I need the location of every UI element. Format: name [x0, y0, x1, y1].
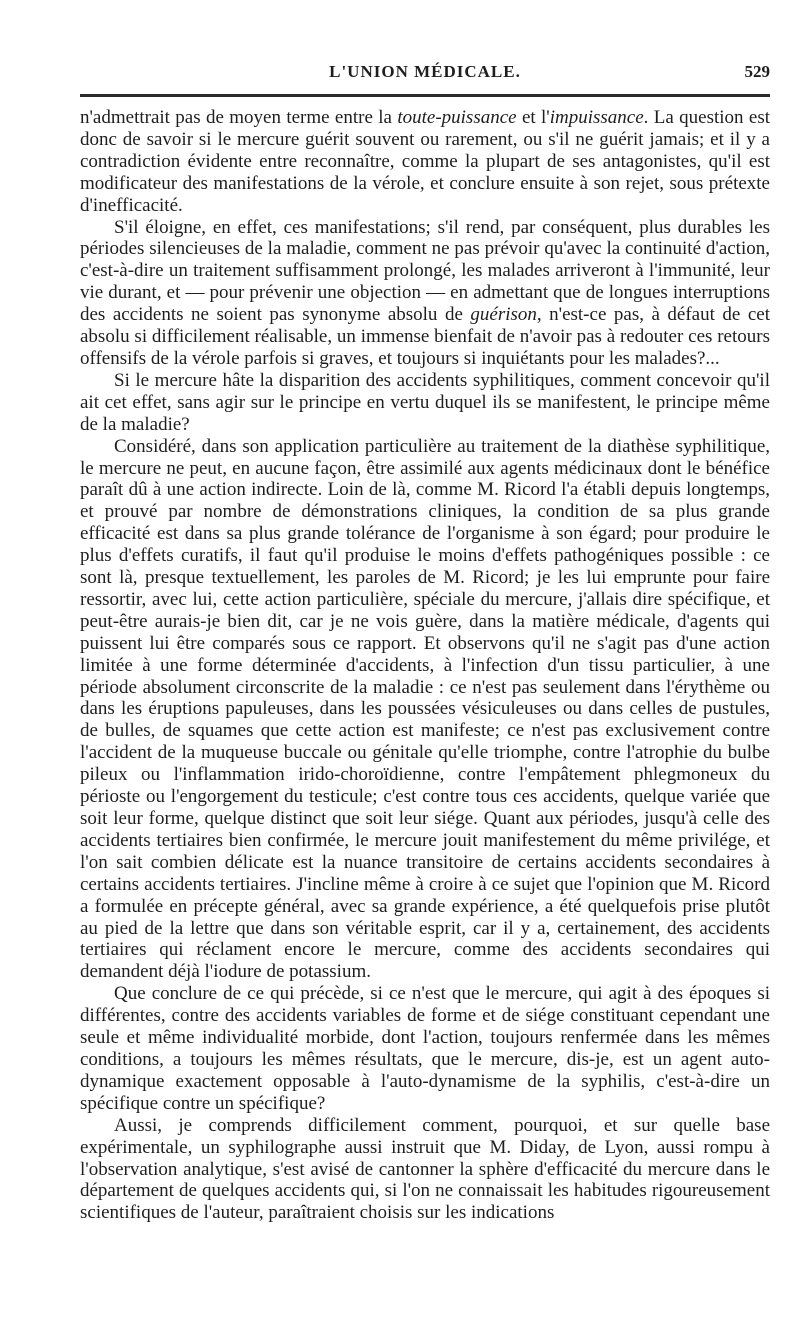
text-run: , n'est-ce pas, à défaut de cet absolu si difficilement réalisable, un immense bienfait de n'avoir pas à redouter ces retours offensifs de la vérole parfois si graves, et toujours si inquiétants pour les malades?...	[80, 304, 770, 369]
text-run: . La question est donc de savoir si le mercure guérit souvent ou rarement, ou s'il ne guérit jamais; et il y a contradiction évidente entre reconnaître, comme la plupart de ses antagonistes, qu'il est modificateur des manifestations de la vérole, et conclure ensuite à son rejet, sous prétexte d'inefficacité.	[80, 107, 770, 216]
text-run: n'admettrait pas de moyen terme entre la	[80, 107, 398, 128]
paragraph	[80, 983, 770, 1114]
italic-text: toute-puissance	[397, 107, 517, 128]
paragraph	[80, 370, 770, 436]
italic-text: impuissance	[549, 107, 644, 128]
running-head	[80, 56, 770, 97]
paragraph	[80, 436, 770, 984]
text-run: Aussi, je comprends difficilement comment, pourquoi, et sur quelle base expérimentale, un syphilographe aussi instruit que M. Diday, de Lyon, aussi rompu à l'observation analytique, s'est avisé de cantonner la sphère d'efficacité du mercure dans le département de quelques accidents qui, si l'on ne connaissait les habitudes rigoureusement scientifiques de l'auteur, paraîtraient choisis sur les indications	[80, 1114, 770, 1224]
text-run: Si le mercure hâte la disparition des accidents syphilitiques, comment concevoir qu'il ait cet effet, sans agir sur le principe en vertu duquel ils se manifestent, le principe même de la maladie?	[80, 369, 770, 435]
journal-title: L'UNION MÉDICALE.	[329, 62, 521, 81]
document-page	[0, 56, 800, 1333]
text-run: S'il éloigne, en effet, ces manifestations; s'il rend, par conséquent, plus durables les périodes silencieuses de la maladie, comment ne pas prévoir qu'avec la continuité d'action, c'est-à-dire un traitement suffisamment prolongé, les malades arriveront à l'immunité, leur vie durant, et — pour prévenir une objection — en admettant que de longues interruptions des accidents ne soient pas synonyme absolu de	[80, 216, 770, 326]
page-number: 529	[744, 62, 770, 81]
text-run: Considéré, dans son application particulière au traitement de la diathèse syphilitique, le mercure ne peut, en aucune façon, être assimilé aux agents médicinaux dont le bénéfice paraît dû à une action indirecte. Loin de là, comme M. Ricord l'a établi depuis longtemps, et prouvé par nombre de démonstrations cliniques, la condition de sa plus grande efficacité est dans sa plus grande tolérance de l'organisme à son égard; pour produire le plus d'effets curatifs, il faut qu'il produise le moins d'effets pathogéniques possible : ce sont là, presque textuellement, les paroles de M. Ricord; je les lui emprunte pour faire ressortir, avec lui, cette action particulière, spéciale du mercure, j'allais dire spécifique, et peut-être aurais-je bien dit, car je ne vois guère, dans la matière médicale, d'agents qui puissent lui être comparés sous ce rapport. Et observons qu'il ne s'agit pas d'une action limitée à une forme déterminée d'accidents, à l'infection d'un tissu particulier, à une période absolument circonscrite de la maladie : ce n'est pas seulement dans l'érythème ou dans les éruptions papuleuses, dans les poussées vésiculeuses ou dans celles de pustules, de bulles, de squames que cette action est manifeste; ce n'est pas exclusivement contre l'accident de la muqueuse buccale ou génitale qu'elle triomphe, contre l'atrophie du bulbe pileux ou l'inflammation irido-choroïdienne, contre l'empâtement phlegmoneux du périoste ou l'engorgement du testicule; c'est contre tous ces accidents, quelque variée que soit leur forme, quelque distinct que soit leur siége. Quant aux périodes, jusqu'à celle des accidents tertiaires bien confirmée, le mercure jouit manifestement du même privilége, et l'on sait combien délicate est la nuance transitoire de certains accidents secondaires à certains accidents tertiaires. J'incline même à croire à ce sujet que l'opinion que M. Ricord a formulée en précepte général, avec sa grande expérience, a été quelquefois prise plutôt au pied de la lettre que dans son véritable esprit, car il y a, certainement, des accidents tertiaires qui réclament encore le mercure, comme des accidents secondaires qui demandent déjà l'iodure de potassium.	[80, 435, 770, 983]
paragraph	[80, 1115, 770, 1225]
paragraph	[80, 107, 770, 217]
text-run: Que conclure de ce qui précède, si ce n'est que le mercure, qui agit à des époques si différentes, contre des accidents variables de forme et de siége constituant cependant une seule et même individualité morbide, dont l'action, toujours renfermée dans les mêmes conditions, a toujours les mêmes résultats, que le mercure, dis-je, est un agent auto-dynamique exactement opposable à l'auto-dynamisme de la syphilis, c'est-à-dire un spécifique contre un spécifique?	[80, 983, 770, 1114]
text-run: et l'	[516, 107, 550, 128]
body-text	[80, 107, 770, 1224]
paragraph	[80, 217, 770, 370]
italic-text: guérison	[470, 304, 537, 326]
